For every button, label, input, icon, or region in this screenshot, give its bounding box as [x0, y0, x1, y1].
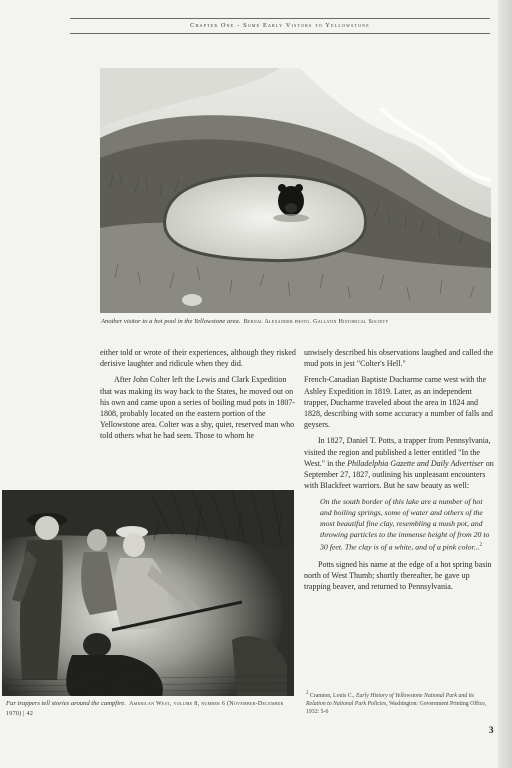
footnote-author: Cramton, Louis C.,	[308, 692, 356, 699]
page-number: 3	[489, 725, 494, 735]
right-paragraph-2: French-Canadian Baptiste Ducharme came west with the Ashley Expedition in 1819. Later, as an independent trapper, Ducharme traveled about the area in 1824 and 1828, describing with some accuracy a number of falls and geysers.	[304, 375, 493, 430]
right-paragraph-3	[304, 435, 494, 491]
footnote	[306, 690, 494, 716]
left-paragraph-2: After John Colter left the Lewis and Clark Expedition that was making its way back to the States, he moved out on his own and came upon a series of boiling mud pots in 1807-1808, probably located on the eastern portion of the Yellowstone area. Colter was a shy, quiet, reserved man who told others what he had seen. Those to whom he	[100, 375, 296, 441]
running-header	[70, 18, 490, 34]
quote-footnote-ref: 2	[479, 543, 483, 549]
left-paragraph-1: either told or wrote of their experiences, although they risked derisive laughter and ridicule when they did.	[100, 348, 296, 369]
bottom-photo-caption-text: Fur trappers tell stories around the campfire.	[6, 700, 126, 707]
bottom-photo-credit: American West, volume 8, number 6 (November-December 1970) | 42	[6, 701, 284, 717]
top-photo-caption-text: Another visitor to a hot pool in the Yellowstone area.	[101, 318, 241, 325]
top-photo-credit: Bernal Alexander photo. Gallatin Historical Society	[243, 319, 389, 325]
potts-quote	[320, 496, 494, 553]
right-text-column	[304, 347, 494, 598]
right-paragraph-1: unwisely described his observations laughed and called the mud pots in jest "Colter's Hell."	[304, 348, 494, 369]
right-paragraph-3-a: In 1827, Daniel T. Potts, a trapper from Pennsylvania, visited the region and published a letter entitled "In the West." in the	[304, 436, 491, 468]
trappers-campfire-illustration	[2, 490, 294, 696]
footnote-number: 2	[306, 691, 309, 696]
potts-quote-text: On the south border of this lake are a number of hot and boiling springs, some of water and others of the most beautiful fine clay, resembling a mush pot, and throwing particles to the immense height of from 20 to 30 feet. The clay is of a white, and of a pink color...	[320, 497, 490, 553]
running-header-text: Chapter One - Some Early Vistors to Yellowstone	[190, 22, 370, 29]
left-text-column	[100, 347, 296, 447]
bear-hot-pool-illustration	[100, 68, 491, 313]
trappers-campfire-engraving	[2, 490, 294, 696]
page-binding-shadow	[498, 0, 512, 768]
right-paragraph-4: Potts signed his name at the edge of a hot spring basin north of West Thumb; shortly thereafter, he gave up trapping beaver, and returned to Pennsylvania.	[304, 560, 492, 592]
right-paragraph-3-b: on September 27, 1827, outlining his unpleasant encounters with Blackfeet warriors. But he saw beauty as well:	[304, 458, 494, 491]
newspaper-title: Philadelphia Gazette and Daily Advertiser	[347, 458, 484, 468]
top-photo-caption	[101, 317, 493, 327]
footnote-publisher: , Washington: Government Printing Office, 1932: 5-6	[306, 700, 487, 715]
bottom-photo-caption	[6, 699, 298, 719]
bear-hot-pool-photo	[100, 68, 491, 313]
footnote-title: Early History of Yellowstone National Park and its Relation to National Park Policies	[306, 692, 475, 707]
